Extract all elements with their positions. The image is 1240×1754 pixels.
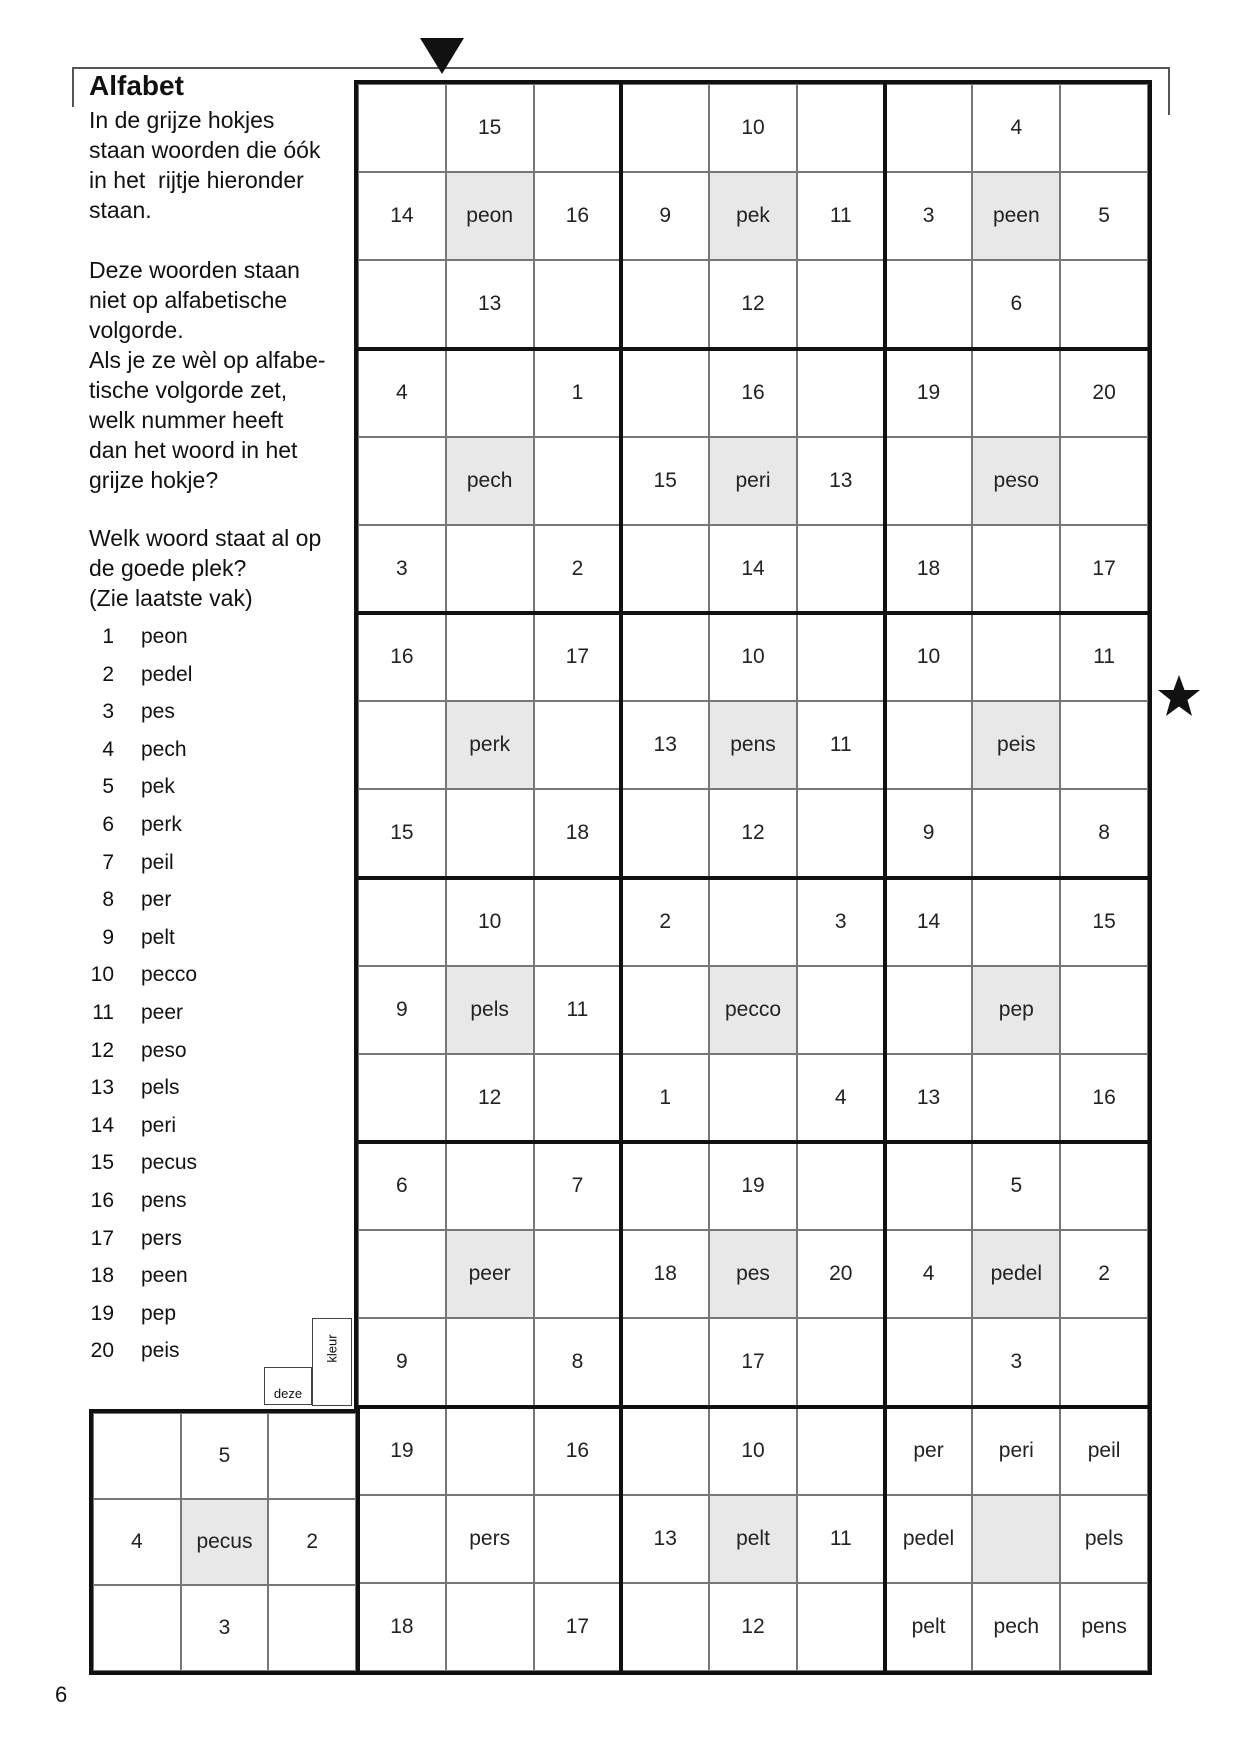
grid-cell: 5	[972, 1142, 1060, 1230]
grid-cell	[358, 1230, 446, 1318]
grid-cell	[534, 878, 622, 966]
block-divider	[358, 1140, 1148, 1144]
grid-cell: 10	[709, 84, 797, 172]
grid-cell	[885, 701, 973, 789]
word-number: 20	[90, 1339, 114, 1363]
gray-word-cell: pek	[709, 172, 797, 260]
grid-cell: 8	[1060, 789, 1148, 877]
grid-cell: 16	[358, 613, 446, 701]
grid-cell	[797, 84, 885, 172]
grid-cell: 17	[709, 1318, 797, 1406]
gray-word-cell: pes	[709, 1230, 797, 1318]
grid-cell	[1060, 84, 1148, 172]
grid-cell: 13	[797, 437, 885, 525]
gray-word-cell: pep	[972, 966, 1060, 1054]
word-list-item	[89, 810, 182, 840]
grid-cell: 3	[797, 878, 885, 966]
grid-cell	[621, 1407, 709, 1495]
word-text: pers	[141, 1226, 182, 1250]
grid-cell: 4	[358, 349, 446, 437]
right-frame-tick	[1168, 67, 1170, 115]
gray-word-cell: pelt	[709, 1495, 797, 1583]
word-number: 4	[102, 737, 114, 761]
grid-cell: pedel	[885, 1495, 973, 1583]
gray-word-cell: peso	[972, 437, 1060, 525]
word-text: pep	[141, 1301, 177, 1325]
grid-cell: 3	[885, 172, 973, 260]
word-number: 12	[90, 1038, 114, 1062]
grid-cell: 11	[534, 966, 622, 1054]
grid-cell: 1	[534, 349, 622, 437]
grid-cell	[885, 437, 973, 525]
grid-cell	[534, 84, 622, 172]
legend-kleur-label: kleur	[324, 1334, 340, 1363]
grid-cell	[885, 1318, 973, 1406]
grid-cell	[268, 1413, 356, 1499]
grid-cell	[972, 789, 1060, 877]
grid-cell: 4	[885, 1230, 973, 1318]
grid-cell	[885, 260, 973, 348]
grid-cell: 20	[797, 1230, 885, 1318]
word-text: peon	[141, 625, 188, 648]
grid-cell	[797, 613, 885, 701]
grid-cell	[358, 878, 446, 966]
grid-cell	[797, 1142, 885, 1230]
word-number: 6	[102, 813, 114, 836]
word-list-item	[89, 1224, 182, 1254]
grid-cell	[797, 1318, 885, 1406]
block-divider	[358, 611, 1148, 615]
word-list-item	[89, 885, 172, 915]
grid-cell	[358, 1495, 446, 1583]
grid-cell	[446, 789, 534, 877]
grid-cell	[621, 966, 709, 1054]
grid-cell	[797, 260, 885, 348]
gray-word-cell: pedel	[972, 1230, 1060, 1318]
grid-cell	[972, 349, 1060, 437]
grid-cell: 6	[358, 1142, 446, 1230]
word-list-item	[89, 998, 184, 1028]
grid-cell	[885, 84, 973, 172]
word-list-item	[89, 1261, 188, 1291]
word-list-item	[89, 1073, 180, 1103]
grid-cell: 11	[797, 1495, 885, 1583]
grid-cell: pers	[446, 1495, 534, 1583]
grid-cell: 10	[885, 613, 973, 701]
grid-cell	[1060, 1142, 1148, 1230]
grid-cell	[709, 1054, 797, 1142]
grid-cell: 9	[358, 1318, 446, 1406]
gray-word-cell: peis	[972, 701, 1060, 789]
grid-cell	[534, 1054, 622, 1142]
grid-cell	[358, 84, 446, 172]
word-list-item	[89, 660, 193, 690]
grid-cell	[797, 1583, 885, 1671]
word-number: 2	[102, 662, 114, 686]
down-triangle-icon	[420, 38, 464, 74]
word-number: 8	[102, 888, 114, 912]
grid-cell: 12	[709, 1583, 797, 1671]
grid-cell: 15	[358, 789, 446, 877]
block-divider	[358, 876, 1148, 880]
grid-cell	[621, 84, 709, 172]
word-number: 17	[90, 1226, 114, 1250]
grid-cell	[621, 1583, 709, 1671]
grid-cell: 15	[621, 437, 709, 525]
grid-cell: 14	[358, 172, 446, 260]
word-list-item	[89, 1148, 198, 1178]
grid-cell	[446, 1142, 534, 1230]
word-list-item	[89, 1186, 187, 1216]
grid-cell	[621, 1318, 709, 1406]
grid-cell: 17	[1060, 525, 1148, 613]
word-text: pedel	[141, 662, 193, 686]
grid-cell	[709, 878, 797, 966]
grid-cell	[621, 613, 709, 701]
grid-cell: 19	[358, 1407, 446, 1495]
word-number: 14	[90, 1113, 114, 1137]
word-text: pecus	[141, 1151, 198, 1175]
gray-word-cell: pens	[709, 701, 797, 789]
grid-cell	[797, 966, 885, 1054]
gray-word-cell: pecco	[709, 966, 797, 1054]
word-number: 3	[102, 700, 114, 724]
word-text: pes	[141, 700, 175, 724]
legend-deze-box	[264, 1367, 312, 1405]
grid-cell	[358, 260, 446, 348]
grid-cell	[446, 1318, 534, 1406]
grid-cell: 13	[446, 260, 534, 348]
word-number: 9	[102, 925, 114, 949]
grid-cell: 19	[709, 1142, 797, 1230]
grid-cell: 9	[885, 789, 973, 877]
word-number: 11	[92, 1001, 114, 1024]
grid-cell	[93, 1585, 181, 1671]
block-divider	[358, 347, 1148, 351]
page-number: 6	[55, 1682, 68, 1707]
word-list-item	[89, 697, 175, 727]
instruction-paragraph-3: Welk woord staat al op de goede plek? (Zie laatste vak)	[89, 525, 322, 611]
gray-word-cell: pels	[446, 966, 534, 1054]
word-text: peen	[141, 1264, 188, 1288]
grid-cell: 16	[709, 349, 797, 437]
word-list-item	[89, 960, 198, 990]
legend-kleur-box	[312, 1318, 352, 1406]
grid-cell	[534, 1495, 622, 1583]
top-frame-line	[72, 67, 1170, 69]
word-text: peer	[141, 1001, 184, 1024]
grid-cell: 18	[885, 525, 973, 613]
grid-cell	[446, 1407, 534, 1495]
word-list-item	[89, 848, 174, 878]
grid-cell: 9	[358, 966, 446, 1054]
grid-cell	[972, 525, 1060, 613]
grid-cell: 16	[1060, 1054, 1148, 1142]
grid-cell: 5	[181, 1413, 269, 1499]
word-list-item	[89, 1036, 187, 1066]
bottom-puzzle-grid	[89, 1409, 360, 1675]
grid-cell: 16	[534, 1407, 622, 1495]
grid-cell	[358, 437, 446, 525]
grid-cell: pens	[1060, 1583, 1148, 1671]
grid-cell	[446, 1583, 534, 1671]
grid-cell	[1060, 1318, 1148, 1406]
gray-word-cell	[972, 1495, 1060, 1583]
word-text: peso	[141, 1038, 187, 1062]
word-number: 15	[90, 1151, 114, 1175]
word-number: 16	[90, 1189, 114, 1212]
grid-cell	[972, 1054, 1060, 1142]
grid-cell: 3	[972, 1318, 1060, 1406]
grid-cell: 11	[797, 172, 885, 260]
instruction-paragraph-2: Deze woorden staan niet op alfabetische volgorde. Als je ze wèl op alfabe- tische volgorde zet, welk nummer heeft dan het woord in het grijze hokje?	[89, 257, 326, 493]
grid-cell: 14	[885, 878, 973, 966]
grid-cell	[1060, 966, 1148, 1054]
grid-cell: 10	[709, 613, 797, 701]
grid-cell: 12	[446, 1054, 534, 1142]
gray-word-cell: peer	[446, 1230, 534, 1318]
grid-cell	[446, 349, 534, 437]
grid-cell: 17	[534, 1583, 622, 1671]
grid-cell	[621, 260, 709, 348]
grid-cell	[797, 525, 885, 613]
grid-cell: 13	[621, 1495, 709, 1583]
word-text: per	[141, 888, 172, 912]
grid-cell	[446, 525, 534, 613]
left-frame-tick	[72, 67, 74, 107]
word-text: peri	[141, 1113, 177, 1137]
grid-cell: 20	[1060, 349, 1148, 437]
block-divider	[358, 1405, 1148, 1409]
gray-word-cell: pech	[446, 437, 534, 525]
grid-cell: 12	[709, 789, 797, 877]
grid-cell: 3	[181, 1585, 269, 1671]
gray-word-cell: perk	[446, 701, 534, 789]
grid-cell: 18	[358, 1583, 446, 1671]
word-list-item	[89, 1111, 177, 1141]
grid-cell	[797, 1407, 885, 1495]
word-number: 7	[102, 850, 114, 874]
word-list-item	[89, 1299, 177, 1329]
grid-cell: per	[885, 1407, 973, 1495]
word-number: 19	[90, 1301, 114, 1325]
grid-cell: 11	[1060, 613, 1148, 701]
word-number: 10	[90, 963, 114, 987]
grid-cell: 1	[621, 1054, 709, 1142]
grid-cell: 18	[534, 789, 622, 877]
grid-cell: 3	[358, 525, 446, 613]
grid-cell: 17	[534, 613, 622, 701]
word-list-item	[89, 735, 187, 765]
gray-word-cell: pecus	[181, 1499, 269, 1585]
grid-cell: 15	[446, 84, 534, 172]
word-list-item	[89, 622, 188, 652]
grid-cell	[621, 349, 709, 437]
grid-cell	[972, 878, 1060, 966]
grid-cell	[621, 1142, 709, 1230]
gray-word-cell: peon	[446, 172, 534, 260]
legend-deze-label: deze	[273, 1386, 303, 1401]
grid-cell	[358, 701, 446, 789]
grid-cell	[885, 1142, 973, 1230]
word-text: perk	[141, 813, 182, 836]
grid-cell: 2	[268, 1499, 356, 1585]
instruction-paragraph-1: In de grijze hokjes staan woorden die óók in het rijtje hieronder staan.	[89, 107, 321, 223]
grid-cell: 5	[1060, 172, 1148, 260]
grid-cell	[972, 613, 1060, 701]
word-text: pecco	[141, 963, 198, 987]
word-text: pens	[141, 1189, 187, 1212]
grid-cell: 4	[93, 1499, 181, 1585]
word-list-item	[89, 923, 175, 953]
grid-cell	[534, 1230, 622, 1318]
grid-cell: 2	[1060, 1230, 1148, 1318]
grid-cell: 12	[709, 260, 797, 348]
grid-cell	[885, 966, 973, 1054]
word-text: pech	[141, 737, 187, 761]
star-icon	[1155, 673, 1203, 721]
grid-cell: 8	[534, 1318, 622, 1406]
gray-word-cell: peen	[972, 172, 1060, 260]
grid-cell	[93, 1413, 181, 1499]
grid-cell: 9	[621, 172, 709, 260]
word-number: 13	[90, 1076, 114, 1100]
grid-cell	[358, 1054, 446, 1142]
grid-cell: 18	[621, 1230, 709, 1318]
word-number: 5	[102, 775, 114, 799]
grid-cell: pels	[1060, 1495, 1148, 1583]
grid-cell	[797, 349, 885, 437]
main-puzzle-grid	[354, 80, 1152, 1675]
gray-word-cell: peri	[709, 437, 797, 525]
page-title: Alfabet	[89, 70, 184, 101]
grid-cell: peri	[972, 1407, 1060, 1495]
grid-cell: pech	[972, 1583, 1060, 1671]
grid-cell	[621, 525, 709, 613]
grid-cell	[1060, 437, 1148, 525]
word-number: 18	[90, 1264, 114, 1288]
grid-cell: 10	[446, 878, 534, 966]
grid-cell: 14	[709, 525, 797, 613]
grid-cell: 13	[621, 701, 709, 789]
grid-cell: pelt	[885, 1583, 973, 1671]
grid-cell: 2	[621, 878, 709, 966]
word-text: pelt	[141, 925, 175, 949]
word-text: peis	[141, 1339, 180, 1363]
grid-cell	[1060, 260, 1148, 348]
grid-cell: 4	[797, 1054, 885, 1142]
grid-cell	[1060, 701, 1148, 789]
grid-cell	[268, 1585, 356, 1671]
word-text: peil	[141, 850, 174, 874]
grid-cell	[534, 437, 622, 525]
grid-cell: 16	[534, 172, 622, 260]
grid-cell: 6	[972, 260, 1060, 348]
word-text: pek	[141, 775, 175, 799]
grid-cell	[797, 789, 885, 877]
word-list-item	[89, 772, 175, 802]
grid-cell: 7	[534, 1142, 622, 1230]
grid-cell: 11	[797, 701, 885, 789]
grid-cell: 13	[885, 1054, 973, 1142]
grid-cell: 10	[709, 1407, 797, 1495]
word-list-item	[89, 1336, 180, 1366]
grid-cell	[621, 789, 709, 877]
grid-cell	[446, 613, 534, 701]
word-number: 1	[102, 625, 114, 648]
grid-cell	[534, 701, 622, 789]
grid-cell: 19	[885, 349, 973, 437]
grid-cell: 4	[972, 84, 1060, 172]
grid-cell	[534, 260, 622, 348]
grid-cell: 15	[1060, 878, 1148, 966]
word-text: pels	[141, 1076, 180, 1100]
grid-cell: peil	[1060, 1407, 1148, 1495]
grid-cell: 2	[534, 525, 622, 613]
